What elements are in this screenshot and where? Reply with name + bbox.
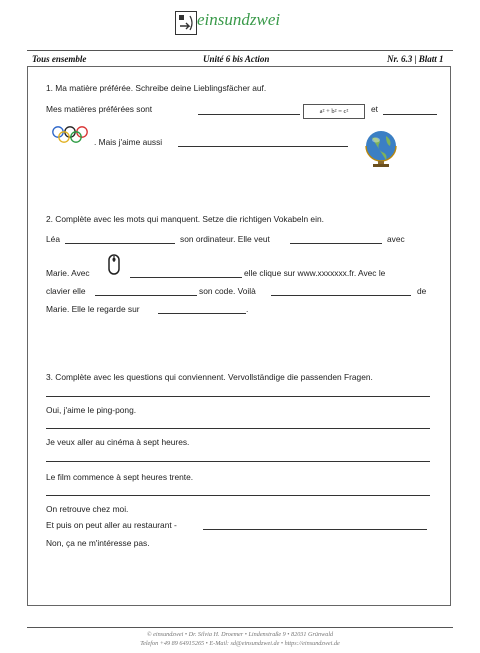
math-formula-image: a² + b² = c² <box>303 104 365 119</box>
answer-5: Et puis on peut aller au restaurant - <box>46 520 177 530</box>
computer-mouse-icon <box>107 253 121 277</box>
exercise-2-line2-end: elle clique sur www.xxxxxxx.fr. Avec le <box>244 268 386 278</box>
exercise-2-line3-mid: son code. Voilà <box>199 286 256 296</box>
footer-line-2: Telefon +49 89 64915265 • E-Mail: sd@einsundzwei.de • https://einsundzwei.de <box>140 640 340 647</box>
answer-blank[interactable] <box>178 146 348 147</box>
footer-rule <box>27 627 453 628</box>
exercise-2-line1-mid: son ordinateur. Elle veut <box>180 234 270 244</box>
exercise-2-line4-end: . <box>246 304 249 314</box>
answer-blank[interactable] <box>130 277 242 278</box>
header-center: Unité 6 bis Action <box>203 54 270 64</box>
footer-line-1: © einsundzwei • Dr. Silvia H. Droemer • Lindenstraße 9 • 82031 Grünwald <box>146 631 334 638</box>
olympic-rings-icon <box>51 125 91 145</box>
exercise-2-line3-end: de <box>417 286 427 296</box>
globe-icon <box>362 128 400 170</box>
exercise-1-line2-text: . Mais j'aime aussi <box>94 137 163 147</box>
answer-blank[interactable] <box>65 243 175 244</box>
exercise-1-line1-et: et <box>371 104 378 114</box>
answer-blank[interactable] <box>158 313 246 314</box>
logo-icon <box>175 11 197 35</box>
question-blank[interactable] <box>46 396 430 397</box>
exercise-1-line1-start: Mes matières préférées sont <box>46 104 153 114</box>
header-right: Nr. 6.3 | Blatt 1 <box>387 54 444 64</box>
exercise-3-title: 3. Complète avec les questions qui conviennent. Vervollständige die passenden Fragen. <box>46 372 373 382</box>
exercise-2-line2-start: Marie. Avec <box>46 268 90 278</box>
answer-blank[interactable] <box>198 114 300 115</box>
header-left: Tous ensemble <box>32 54 87 64</box>
answer-blank[interactable] <box>383 114 437 115</box>
exercise-2-line1-start: Léa <box>46 234 60 244</box>
question-blank[interactable] <box>46 428 430 429</box>
exercise-2-line4-start: Marie. Elle le regarde sur <box>46 304 140 314</box>
question-blank[interactable] <box>46 461 430 462</box>
exercise-2-line3-start: clavier elle <box>46 286 86 296</box>
question-blank[interactable] <box>46 495 430 496</box>
answer-3: Le film commence à sept heures trente. <box>46 472 194 482</box>
answer-blank[interactable] <box>290 243 382 244</box>
header-top-rule <box>27 50 453 51</box>
answer-blank[interactable] <box>271 295 411 296</box>
answer-1: Oui, j'aime le ping-pong. <box>46 405 137 415</box>
answer-6: Non, ça ne m'intéresse pas. <box>46 538 150 548</box>
question-blank[interactable] <box>203 529 427 530</box>
exercise-2-title: 2. Complète avec les mots qui manquent. Setze die richtigen Vokabeln ein. <box>46 214 324 224</box>
exercise-1-title: 1. Ma matière préférée. Schreibe deine Lieblingsfächer auf. <box>46 83 267 93</box>
logo-text: einsundzwei <box>197 10 281 29</box>
answer-blank[interactable] <box>95 295 197 296</box>
exercise-2-line1-end: avec <box>387 234 405 244</box>
answer-2: Je veux aller au cinéma à sept heures. <box>46 437 190 447</box>
answer-4: On retrouve chez moi. <box>46 504 129 514</box>
